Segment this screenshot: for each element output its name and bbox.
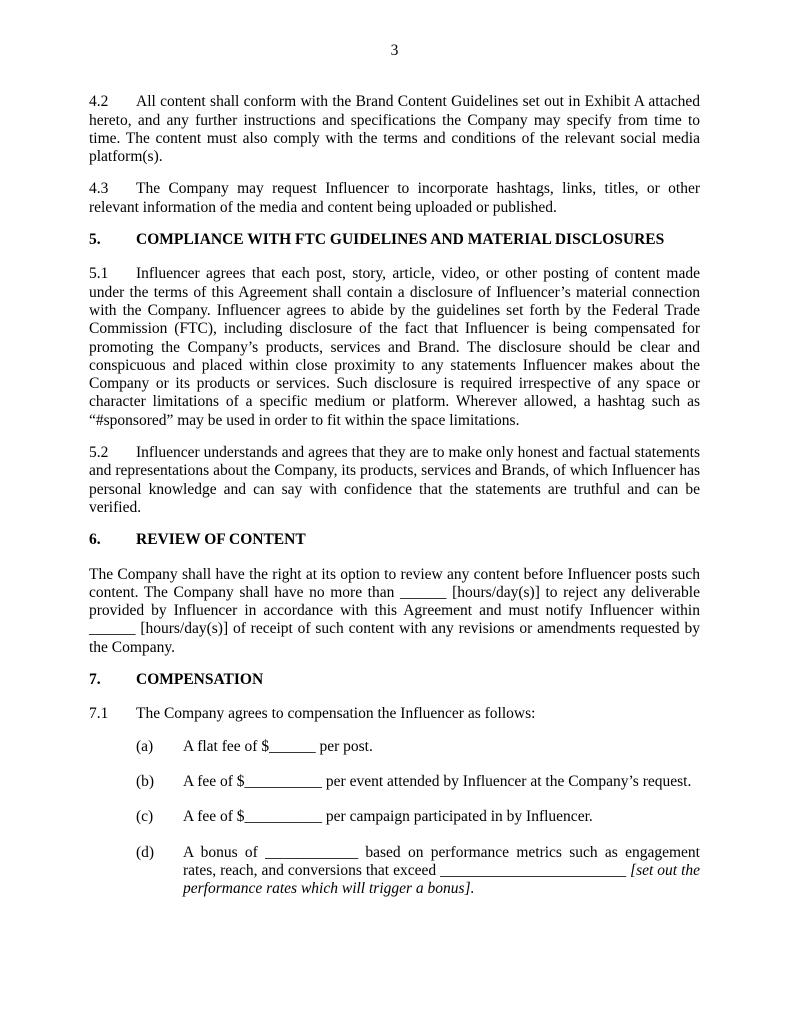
list-item-b-text: A fee of $__________ per event attended by Influencer at the Company’s request. xyxy=(183,772,692,790)
clause-5-1-text: Influencer agrees that each post, story, article, video, or other posting of content made under the terms of this Agreement shall contain a disclosure of Influencer’s material connection with the Company. Influencer agrees to abide by the guidelines set forth by the Federal Trade Commission (FTC), including disclosure of the fact that Influencer is being compensated for promoting the Company’s products, services and Brand. The disclosure should be clear and conspicuous and placed within close proximity to any statements Influencer makes about the Company or its products or services. Such disclosure is required irrespective of any space or character limitations of a specific medium or platform. Wherever allowed, a hashtag such as “#sponsored” may be used in order to fit within the space limitations. xyxy=(89,265,700,429)
list-item-d xyxy=(136,844,700,899)
clause-4-3-text: The Company may request Influencer to incorporate hashtags, links, titles, or other relevant information of the media and content being uploaded or published. xyxy=(89,180,700,216)
section-5-heading xyxy=(89,231,700,249)
list-item-b-label: (b) xyxy=(136,772,155,790)
section-6-title: REVIEW OF CONTENT xyxy=(136,531,306,549)
clause-7-1-text: The Company agrees to compensation the Influencer as follows: xyxy=(136,705,536,723)
list-item-d-label: (d) xyxy=(136,843,155,861)
section-5-title: COMPLIANCE WITH FTC GUIDELINES AND MATERIAL DISCLOSURES xyxy=(136,231,665,249)
clause-7-1-number: 7.1 xyxy=(89,705,109,723)
clause-5-1 xyxy=(89,265,700,430)
clause-5-2-number: 5.2 xyxy=(89,444,109,462)
list-item-c-text: A fee of $__________ per campaign participated in by Influencer. xyxy=(183,808,593,826)
clause-5-2 xyxy=(89,444,700,517)
list-item-c-label: (c) xyxy=(136,808,154,826)
list-item-d-normal-text: A bonus of ____________ based on performance metrics such as engagement rates, reach, and conversions that exceed ________________________ xyxy=(183,843,700,879)
clause-5-1-number: 5.1 xyxy=(89,265,109,283)
clause-4-3-number: 4.3 xyxy=(89,180,109,198)
list-item-a xyxy=(136,738,700,756)
list-item-d-text xyxy=(183,844,700,899)
section-7-heading xyxy=(89,671,700,689)
section-6-paragraph: The Company shall have the right at its option to review any content before Influencer posts such content. The Company shall have no more than ______ [hours/day(s)] to reject any deliverable provided by Influencer in accordance with this Agreement and must notify Influencer within ______ [hours/day(s)] of receipt of such content with any revisions or amendments requested by the Company. xyxy=(89,565,700,656)
clause-4-2-number: 4.2 xyxy=(89,93,109,111)
section-7-title: COMPENSATION xyxy=(136,671,264,689)
clause-5-2-text: Influencer understands and agrees that they are to make only honest and factual statements and representations about the Company, its products, services and Brands, of which Influencer has personal knowledge and can say with confidence that the statements are truthful and can be verified. xyxy=(89,444,700,516)
section-6-heading xyxy=(89,531,700,549)
list-item-c xyxy=(136,808,700,826)
clause-4-2-text: All content shall conform with the Brand Content Guidelines set out in Exhibit A attached hereto, and any further instructions and specifications the Company may specify from time to time. The content must also comply with the terms and conditions of the relevant social media platform(s). xyxy=(89,93,700,166)
list-item-a-label: (a) xyxy=(136,737,154,755)
clause-4-3 xyxy=(89,180,700,217)
clause-4-2 xyxy=(89,93,700,166)
list-item-a-text: A flat fee of $______ per post. xyxy=(183,737,373,755)
compensation-list xyxy=(136,738,700,899)
list-item-b xyxy=(136,773,700,791)
section-6-number: 6. xyxy=(89,531,101,549)
list-item-d-italic-note: [set out the performance rates which will trigger a bonus]. xyxy=(183,861,700,898)
section-7-number: 7. xyxy=(89,671,101,689)
section-5-number: 5. xyxy=(89,231,101,249)
page-number: 3 xyxy=(390,42,399,59)
clause-7-1 xyxy=(89,705,700,723)
